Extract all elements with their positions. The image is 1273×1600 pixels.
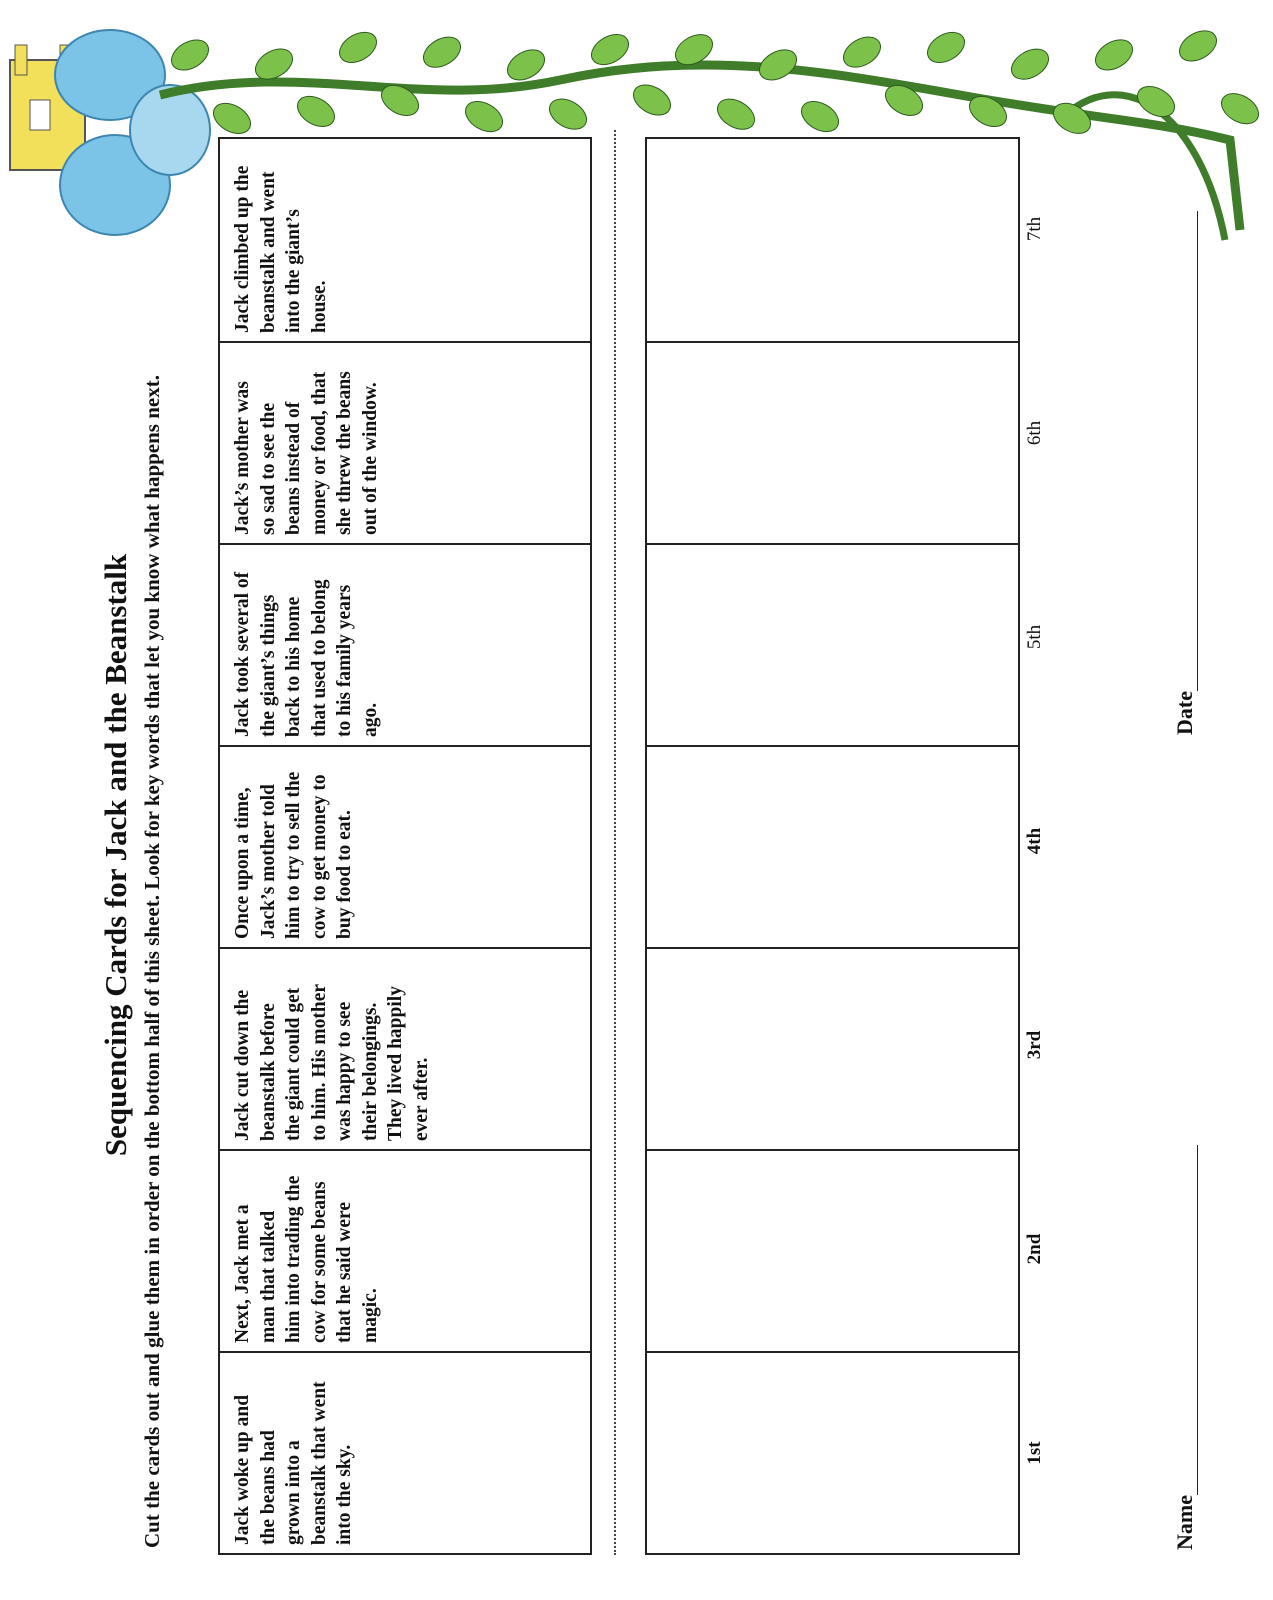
leaf-icon bbox=[1090, 34, 1138, 77]
order-labels bbox=[1024, 127, 1046, 1555]
story-card[interactable]: Jack took several of the giant’s things back to his home that used to belong to his family years ago. bbox=[220, 543, 590, 745]
leaf-icon bbox=[166, 34, 214, 77]
glue-box[interactable] bbox=[647, 1351, 1018, 1553]
story-cards-row bbox=[218, 137, 592, 1555]
leaf-icon bbox=[334, 26, 382, 69]
leaf-icon bbox=[838, 31, 886, 74]
leaf-icon bbox=[544, 93, 592, 136]
leaf-icon bbox=[208, 97, 256, 140]
order-label: 4th bbox=[1024, 827, 1045, 855]
vine-icon bbox=[160, 65, 1240, 240]
leaf-icon bbox=[1216, 87, 1264, 130]
order-label: 5th bbox=[1024, 624, 1045, 650]
story-card[interactable]: Jack cut down the beanstalk before the giant could get to him. His mother was happy to see their belongings. They lived happily ever after. bbox=[220, 947, 590, 1149]
glue-box[interactable] bbox=[647, 745, 1018, 947]
order-label: 2nd bbox=[1024, 1233, 1045, 1265]
leaf-icon bbox=[418, 31, 466, 74]
leaf-icon bbox=[628, 79, 676, 122]
date-field[interactable] bbox=[1175, 211, 1198, 691]
glue-box[interactable] bbox=[647, 1149, 1018, 1351]
name-label: Name bbox=[1172, 1495, 1197, 1550]
leaf-icon bbox=[1132, 80, 1180, 123]
story-card[interactable]: Once upon a time, Jack’s mother told him to try to sell the cow to get money to buy food to eat. bbox=[220, 745, 590, 947]
leaf-icon bbox=[754, 44, 802, 87]
leaf-icon bbox=[796, 95, 844, 138]
glue-box[interactable] bbox=[647, 543, 1018, 745]
instructions: Cut the cards out and glue them in order on the bottom half of this sheet. Look for key words that let you know what happens next. bbox=[140, 375, 164, 1548]
leaf-icon bbox=[292, 90, 340, 133]
date-label: Date bbox=[1172, 691, 1197, 736]
story-card[interactable]: Jack woke up and the beans had grown into a beanstalk that went into the sky. bbox=[220, 1351, 590, 1553]
story-card[interactable]: Next, Jack met a man that talked him into trading the cow for some beans that he said were magic. bbox=[220, 1149, 590, 1351]
leaf-icon bbox=[586, 28, 634, 71]
story-card[interactable]: Jack climbed up the beanstalk and went into the giant’s house. bbox=[232, 165, 330, 333]
beanstalk-illustration bbox=[0, 0, 1273, 250]
leaf-icon bbox=[460, 95, 508, 138]
leaf-icon bbox=[922, 26, 970, 69]
page-title: Sequencing Cards for Jack and the Beanstalk bbox=[98, 553, 133, 1157]
order-label: 6th bbox=[1024, 420, 1045, 446]
order-label: 7th bbox=[1024, 216, 1045, 242]
glue-boxes-row bbox=[645, 137, 1020, 1555]
glue-box[interactable] bbox=[647, 341, 1018, 543]
story-card[interactable]: Jack’s mother was so sad to see the beans instead of money or food, that she threw the beans out of the window. bbox=[220, 341, 590, 543]
leaf-icon bbox=[1006, 43, 1054, 86]
leaf-icon bbox=[712, 93, 760, 136]
name-date-fields bbox=[1172, 211, 1198, 1550]
cut-line bbox=[614, 130, 616, 1555]
order-label: 1st bbox=[1024, 1441, 1045, 1465]
order-label: 3rd bbox=[1024, 1030, 1045, 1060]
leaf-icon bbox=[1174, 25, 1222, 68]
glue-box[interactable] bbox=[647, 947, 1018, 1149]
name-field[interactable] bbox=[1175, 1145, 1198, 1495]
